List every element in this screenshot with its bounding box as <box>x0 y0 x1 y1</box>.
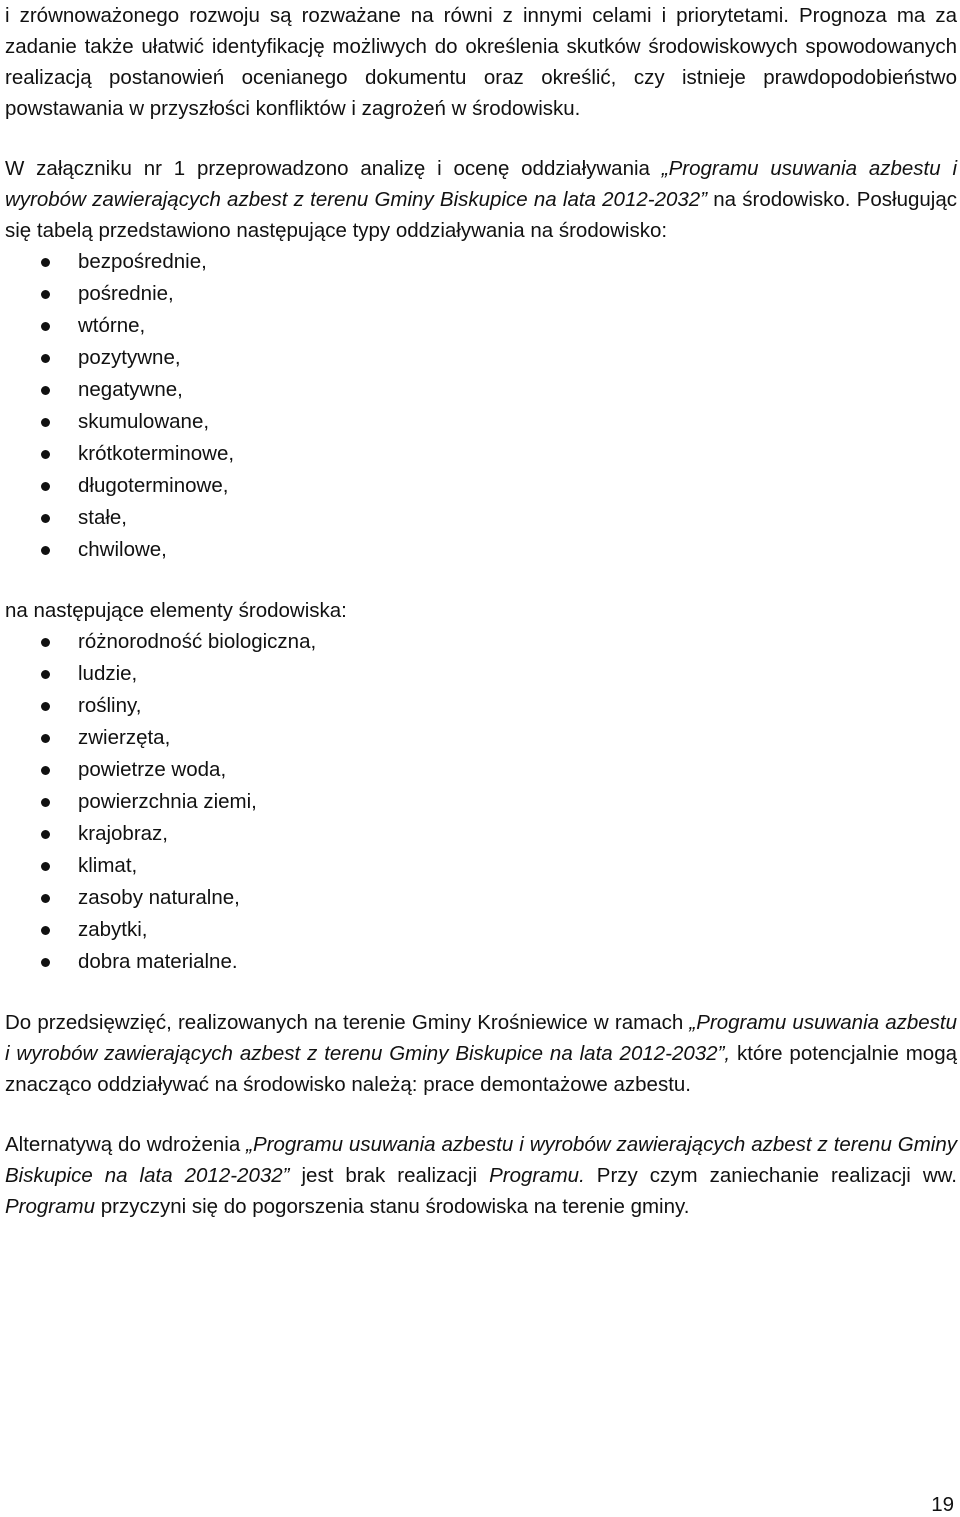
list-item-text: krótkoterminowe, <box>78 442 235 465</box>
list-item-text: pozytywne, <box>78 346 181 369</box>
list-item <box>5 406 957 438</box>
list-item-text: stałe, <box>78 506 127 529</box>
alternative-paragraph <box>5 1129 957 1222</box>
annex-program-title: „Programu usuwania azbestu i wyrobów zawierających azbest z terenu Gminy Biskupice na lata 2012-2032” <box>5 157 957 211</box>
list-item <box>5 850 957 882</box>
list-item-text: skumulowane, <box>78 410 210 433</box>
list-item-text: powierzchnia ziemi, <box>78 790 257 813</box>
list-item <box>5 722 957 754</box>
projects-program-title: „Programu usuwania azbestu i wyrobów zawierających azbest z terenu Gminy Biskupice na lata 2012-2032”, <box>5 1011 957 1065</box>
list-item <box>5 626 957 658</box>
annex-lead: W załączniku nr 1 przeprowadzono analizę i ocenę oddziaływania <box>5 157 662 180</box>
impact-types-list <box>5 246 957 566</box>
list-item-text: długoterminowe, <box>78 474 229 497</box>
bullet-icon <box>41 734 50 743</box>
list-item-text: krajobraz, <box>78 822 169 845</box>
list-item-text: zwierzęta, <box>78 726 171 749</box>
list-item <box>5 470 957 502</box>
document-page <box>5 0 957 1222</box>
bullet-icon <box>41 290 50 299</box>
bullet-icon <box>41 670 50 679</box>
list-item-text: różnorodność biologiczna, <box>78 630 317 653</box>
bullet-icon <box>41 386 50 395</box>
list-item <box>5 502 957 534</box>
bullet-icon <box>41 830 50 839</box>
bullet-icon <box>41 702 50 711</box>
bullet-icon <box>41 450 50 459</box>
environment-elements-list <box>5 626 957 978</box>
alternative-mid2: Przy czym zaniechanie realizacji ww. <box>584 1164 957 1187</box>
elements-intro: na następujące elementy środowiska: <box>5 599 347 622</box>
list-item <box>5 914 957 946</box>
list-item <box>5 754 957 786</box>
bullet-icon <box>41 514 50 523</box>
list-item-text: zasoby naturalne, <box>78 886 240 909</box>
list-item-text: powietrze woda, <box>78 758 227 781</box>
list-item-text: pośrednie, <box>78 282 174 305</box>
list-item <box>5 438 957 470</box>
bullet-icon <box>41 418 50 427</box>
list-item-text: dobra materialne. <box>78 950 238 973</box>
list-item-text: wtórne, <box>78 314 146 337</box>
page-number: 19 <box>931 1493 954 1516</box>
projects-paragraph <box>5 1007 957 1100</box>
bullet-icon <box>41 926 50 935</box>
list-item-text: negatywne, <box>78 378 183 401</box>
list-item <box>5 818 957 850</box>
list-item <box>5 374 957 406</box>
bullet-icon <box>41 258 50 267</box>
bullet-icon <box>41 862 50 871</box>
annex-tail: na środowisko. Posługując się tabelą przedstawiono następujące typy oddziaływania na środowisko: <box>5 188 957 242</box>
bullet-icon <box>41 766 50 775</box>
list-item-text: chwilowe, <box>78 538 167 561</box>
list-item <box>5 690 957 722</box>
list-item-text: klimat, <box>78 854 138 877</box>
list-item <box>5 246 957 278</box>
list-item <box>5 946 957 978</box>
bullet-icon <box>41 482 50 491</box>
bullet-icon <box>41 798 50 807</box>
list-item <box>5 534 957 566</box>
list-item <box>5 882 957 914</box>
bullet-icon <box>41 322 50 331</box>
bullet-icon <box>41 638 50 647</box>
list-item <box>5 658 957 690</box>
list-item <box>5 278 957 310</box>
list-item-text: rośliny, <box>78 694 142 717</box>
bullet-icon <box>41 894 50 903</box>
list-item-text: zabytki, <box>78 918 148 941</box>
list-item-text: bezpośrednie, <box>78 250 207 273</box>
alternative-program-word: Programu. <box>489 1164 585 1187</box>
list-item <box>5 310 957 342</box>
projects-lead: Do przedsięwzięć, realizowanych na terenie Gminy Krośniewice w ramach <box>5 1011 690 1034</box>
alternative-program-title: „Programu usuwania azbestu i wyrobów zawierających azbest z terenu Gminy Biskupice na lata 2012-2032” <box>5 1133 958 1187</box>
bullet-icon <box>41 958 50 967</box>
projects-tail: które potencjalnie mogą znacząco oddziaływać na środowisko należą: prace demontażowe azbestu. <box>5 1042 958 1096</box>
alternative-tail: przyczyni się do pogorszenia stanu środowiska na terenie gminy. <box>95 1195 690 1218</box>
annex-paragraph <box>5 153 957 246</box>
list-item <box>5 786 957 818</box>
alternative-program-word2: Programu <box>5 1195 96 1218</box>
list-item-text: ludzie, <box>78 662 138 685</box>
list-item <box>5 342 957 374</box>
bullet-icon <box>41 546 50 555</box>
alternative-mid: jest brak realizacji <box>289 1164 490 1187</box>
bullet-icon <box>41 354 50 363</box>
alternative-lead: Alternatywą do wdrożenia <box>5 1133 247 1156</box>
intro-paragraph: i zrównoważonego rozwoju są rozważane na równi z innymi celami i priorytetami. Prognoza ma za zadanie także ułatwić identyfikację możliwych do określenia skutków środowiskowych spowodowanych realizacją postanowień ocenianego dokumentu oraz określić, czy istnieje prawdopodobieństwo powstawania w przyszłości konfliktów i zagrożeń w środowisku. <box>5 4 957 120</box>
